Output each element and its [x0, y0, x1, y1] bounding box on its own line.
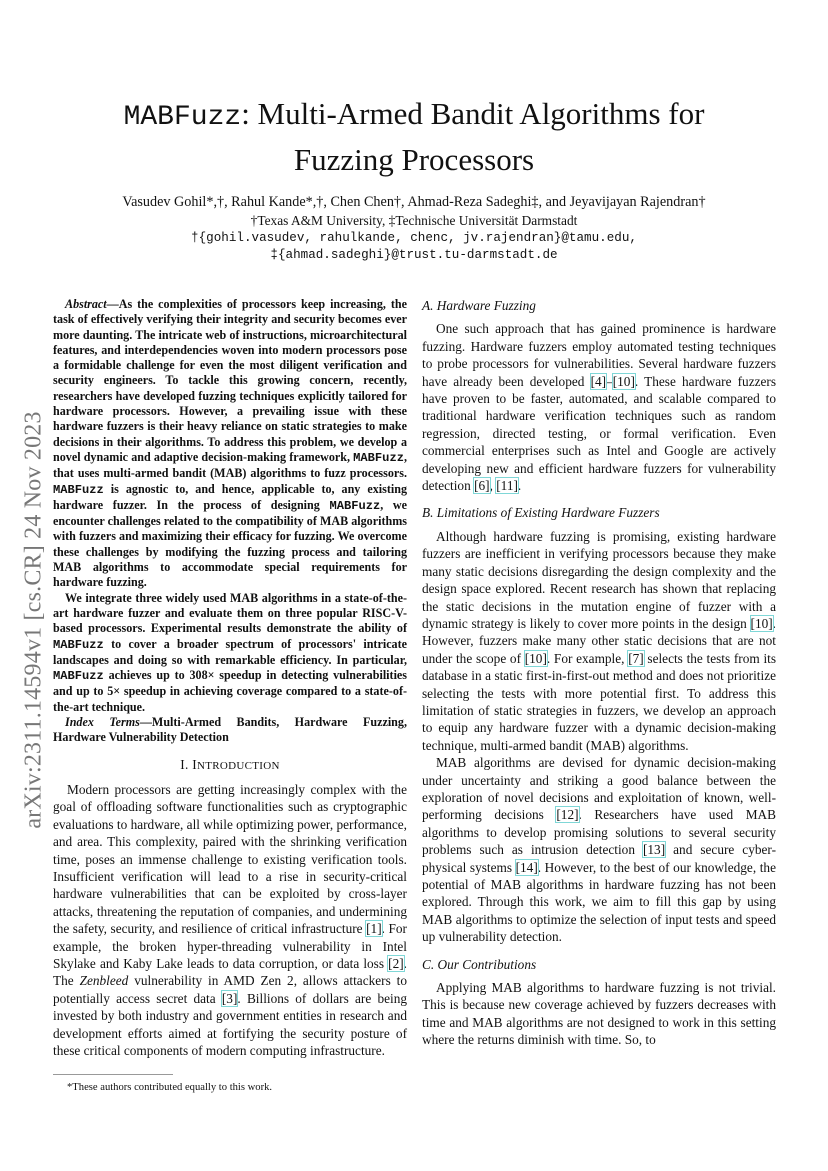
affiliations: †Texas A&M University, ‡Technische Universität Darmstadt: [250, 213, 578, 228]
citation-link[interactable]: [10]: [612, 373, 635, 389]
title-line2: Fuzzing Processors: [293, 142, 535, 177]
contributions-paragraph: Applying MAB algorithms to hardware fuzzing is not trivial. This is because new coverage achieved by fuzzers decreases with time and MAB algorithms are not designed to work in this setting where the returns diminish with time. So, to: [422, 980, 776, 1048]
hardware-fuzzing-paragraph: One such approach that has gained prominence is hardware fuzzing. Hardware fuzzers employ automated testing techniques to probe processors for vulnerabilities. Several hardware fuzzers have already been developed [4]–[10]. These hardware fuzzers have proven to be faster, automated, and scalable compared to traditional hardware verification techniques such as random regression, directed testing, or formal verification. Even commercial enterprises such as Intel and Google are actively developing new and efficient hardware fuzzers for vulnerability detection [6], [11].: [422, 321, 777, 494]
subsection-heading-hardware-fuzzing: A. Hardware Fuzzing: [422, 298, 536, 313]
arxiv-identifier: arXiv:2311.14594v1 [cs.CR] 24 Nov 2023: [20, 411, 47, 829]
citation-link[interactable]: [14]: [515, 859, 538, 875]
citation-link[interactable]: [3]: [221, 990, 238, 1006]
citation-link[interactable]: [7]: [628, 650, 644, 666]
citation-link[interactable]: [1]: [366, 921, 382, 937]
subsection-heading-contributions: C. Our Contributions: [422, 956, 537, 972]
paper-title: [60, 93, 768, 181]
author-list: Vasudev Gohil*,†, Rahul Kande*,†, Chen Chen†, Ahmad-Reza Sadeghi‡, and Jeyavijayan Rajendran†: [122, 194, 706, 210]
section-heading-introduction: I. INTRODUCTION: [180, 756, 280, 772]
footnote-rule: [53, 1074, 173, 1075]
abstract-paragraph-1: Abstract—As the complexities of processors keep increasing, the task of effectively verifying their integrity and security becomes ever more daunting. The intricate web of instructions, microarchitectural features, and interdependencies woven into modern processors pose a formidable challenge for even the most diligent verification and security engineers. To tackle this growing concern, recently, researchers have developed fuzzing techniques explicitly tailored for hardware processors. However, a prevailing issue with these hardware fuzzers is their heavy reliance on static strategies to make decisions in their algorithms. To address this problem, we develop a novel dynamic and adaptive decision-making framework, MABFuzz, that uses multi-armed bandit (MAB) algorithms to fuzz processors. MABFuzz is agnostic to, and hence, applicable to, any existing hardware fuzzer. In the process of designing MABFuzz, we encounter challenges related to the compatibility of MAB algorithms with fuzzers and maximizing their efficacy for fuzzing. We overcome these challenges by modifying the fuzzing process and tailoring MAB algorithms to accommodate special requirements for hardware fuzzing.: [53, 297, 407, 590]
left-column: [53, 297, 407, 1096]
abstract-label: Abstract: [65, 297, 107, 311]
limitations-paragraph-1: Although hardware fuzzing is promising, existing hardware fuzzers are inefficient in verifying processors because they make many static decisions disregarding the design complexity and the design space explored. Recent research has shown that replacing the static decisions in the mutation engine of fuzzer with a dynamic strategy is likely to cover more points in the design [10]. However, fuzzers make many other static decisions that are not under the scope of [10]. For example, [7] selects the tests from its database in a static first-in-first-out method and does not prioritize selecting the tests with more potential first. To address this limitation of static strategies in fuzzers, we develop an approach to equip any hardware fuzzer with a dynamic decision-making technique, multi-armed bandit (MAB) algorithms.: [422, 528, 777, 753]
footnote: *These authors contributed equally to this work.: [67, 1081, 273, 1093]
arxiv-sidebar-stamp: [17, 360, 51, 880]
citation-link[interactable]: [12]: [556, 807, 579, 823]
citation-link[interactable]: [4]: [590, 373, 607, 389]
abstract: [53, 297, 407, 746]
title-tool-name: MABFuzz: [123, 102, 242, 133]
limitations-paragraph-2: MAB algorithms are devised for dynamic decision-making under uncertainty and striking a good balance between the exploration of novel decisions and exploitation of known, well-performing decisions [12]. Researchers have used MAB algorithms to develop promising solutions to several security problems such as intrusion detection [13] and secure cyber-physical systems [14]. However, to the best of our knowledge, the potential of MAB algorithms in hardware fuzzing has not been explored. Through this work, we aim to fill this gap by using MAB algorithms to optimize the selection of input tests and speed up vulnerability detection.: [422, 755, 776, 945]
citation-link[interactable]: [10]: [524, 650, 547, 666]
email-line-2: ‡{ahmad.sadeghi}@trust.tu-darmstadt.de: [270, 248, 558, 262]
index-terms-label: Index Terms: [65, 715, 140, 730]
title-line1: : Multi-Armed Bandit Algorithms for: [241, 96, 705, 131]
citation-link[interactable]: [2]: [388, 956, 404, 972]
citation-link[interactable]: [6]: [474, 478, 490, 494]
citation-link[interactable]: [11]: [496, 478, 518, 494]
email-line-1: †{gohil.vasudev, rahulkande, chenc, jv.rajendran}@tamu.edu,: [191, 231, 637, 245]
introduction-paragraph: Modern processors are getting increasingly complex with the goal of offloading software functionalities such as cryptographic evaluations to hardware, all while optimizing power, performance, and area. This complexity, paired with the shrinking verification time, poses an immense challenge to existing verification tools. Insufficient verification will lead to a rise in security-critical hardware vulnerabilities that can be exploited by cross-layer attacks, threatening the reputation of companies, and undermining the safety, security, and resilience of critical infrastructure [1]. For example, the broken hyper-threading vulnerability in Intel Skylake and Kaby Lake leads to data corruption, or data loss [2]. The Zenbleed vulnerability in AMD Zen 2, allows attackers to potentially access secret data [3]. Billions of dollars are being invested by both industry and government entities in research and development efforts aimed at fortifying the security posture of these critical components of modern computing infrastructure.: [53, 782, 407, 1059]
index-terms: Index Terms—Multi-Armed Bandits, Hardware Fuzzing, Hardware Vulnerability Detection: [53, 715, 407, 745]
abstract-paragraph-2: We integrate three widely used MAB algorithms in a state-of-the-art hardware fuzzer and evaluate them on three popular RISC-V-based processors. Experimental results demonstrate the ability of MABFuzz to cover a broader spectrum of processors' intricate landscapes and doing so with remarkable efficiency. In particular, MABFuzz achieves up to 308× speedup in detecting vulnerabilities and up to 5× speedup in achieving coverage compared to a state-of-the-art technique.: [53, 590, 407, 714]
citation-link[interactable]: [10]: [750, 615, 773, 631]
citation-link[interactable]: [13]: [642, 842, 666, 858]
subsection-heading-limitations: B. Limitations of Existing Hardware Fuzzers: [422, 505, 660, 521]
right-column: [422, 297, 776, 1049]
